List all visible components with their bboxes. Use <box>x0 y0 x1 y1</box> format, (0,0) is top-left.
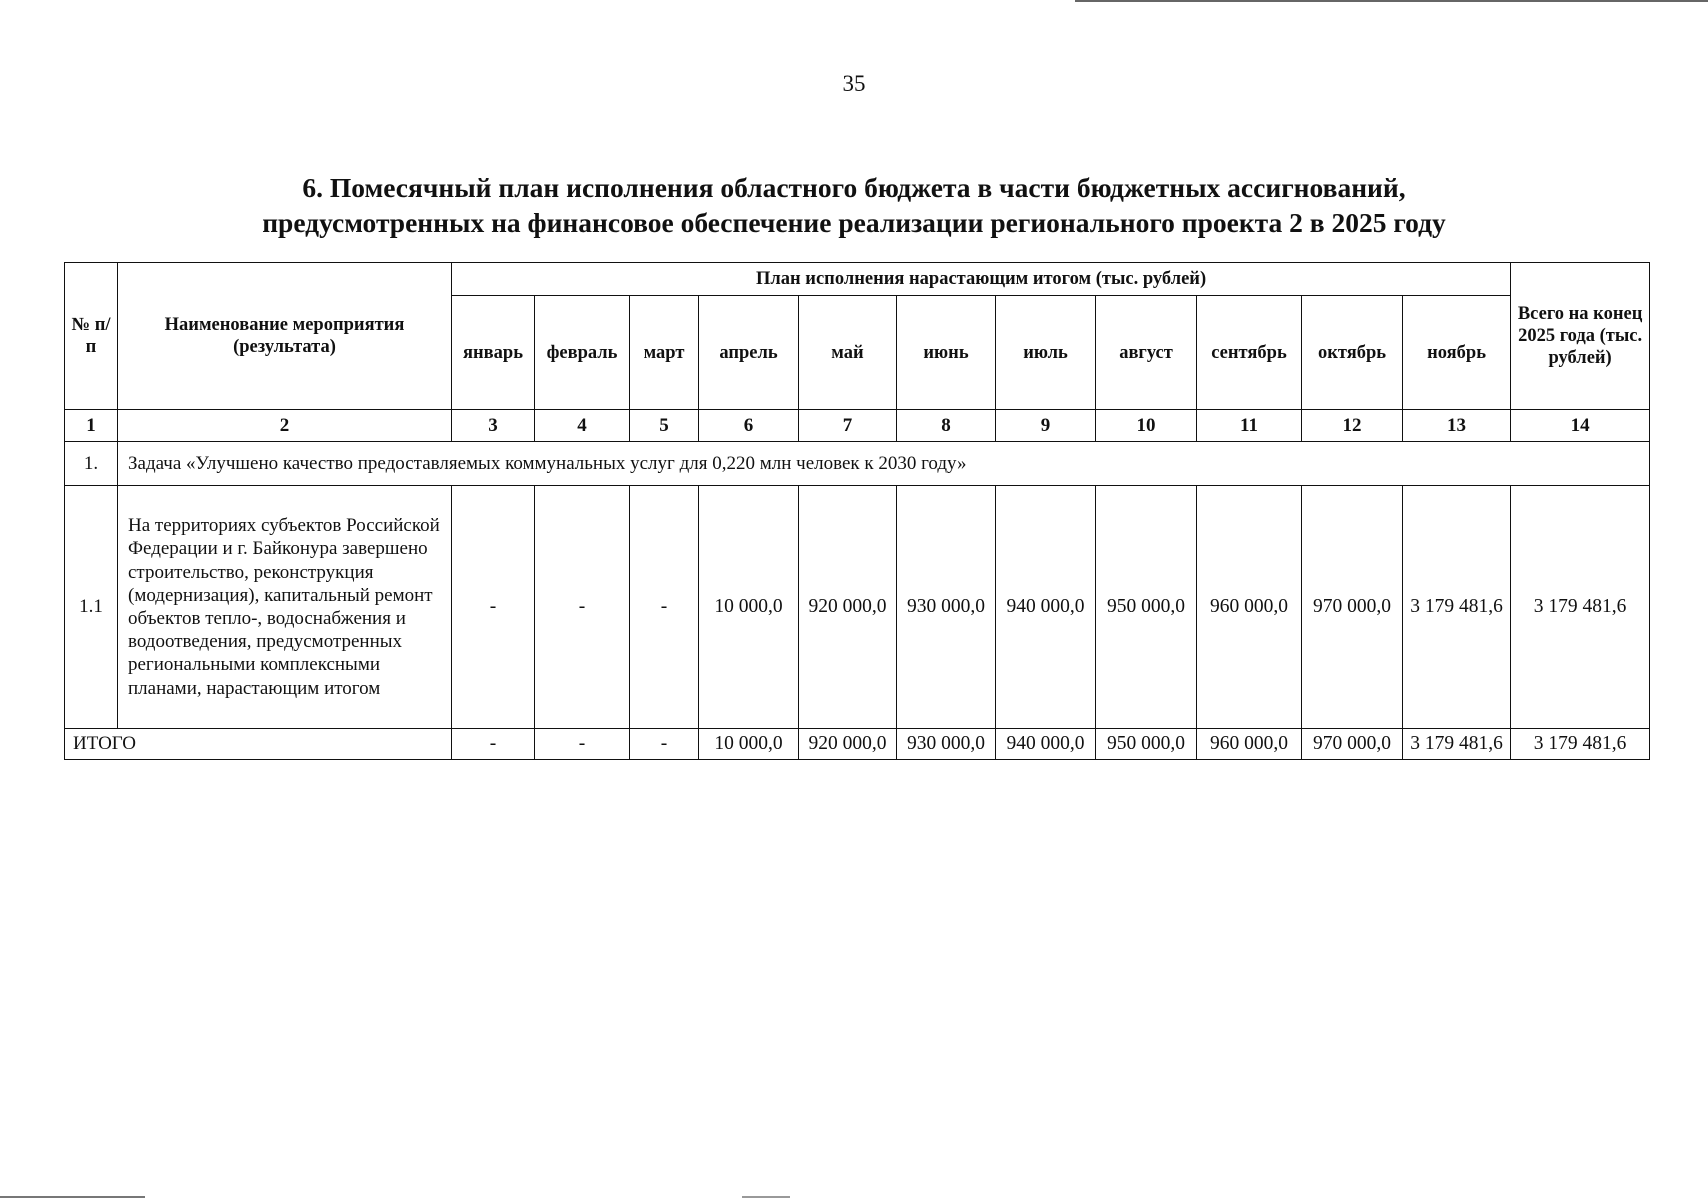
grand-total-value: 950 000,0 <box>1096 729 1197 760</box>
grand-total-value: 960 000,0 <box>1197 729 1302 760</box>
grand-total-value: - <box>452 729 535 760</box>
budget-plan-table <box>64 262 1650 760</box>
grand-total-value: - <box>630 729 699 760</box>
item-value: 10 000,0 <box>699 486 799 729</box>
grand-total-value: 940 000,0 <box>996 729 1096 760</box>
header-month: октябрь <box>1302 296 1403 410</box>
item-row <box>65 486 1650 729</box>
column-number: 1 <box>65 410 118 442</box>
header-month: январь <box>452 296 535 410</box>
column-number: 10 <box>1096 410 1197 442</box>
column-number: 13 <box>1403 410 1511 442</box>
header-month: ноябрь <box>1403 296 1511 410</box>
task-row <box>65 442 1650 486</box>
item-value: 960 000,0 <box>1197 486 1302 729</box>
task-num: 1. <box>65 442 118 486</box>
header-name: Наименование мероприятия (результата) <box>118 263 452 410</box>
grand-total-value: - <box>535 729 630 760</box>
header-month: июль <box>996 296 1096 410</box>
grand-total-label: ИТОГО <box>65 729 452 760</box>
header-num: № п/п <box>65 263 118 410</box>
top-edge-line <box>1075 0 1708 2</box>
header-plan-group: План исполнения нарастающим итогом (тыс. рублей) <box>452 263 1511 296</box>
column-number: 2 <box>118 410 452 442</box>
bottom-edge-line <box>0 1196 145 1198</box>
item-value: 950 000,0 <box>1096 486 1197 729</box>
grand-total-value: 930 000,0 <box>897 729 996 760</box>
grand-total-row <box>65 729 1650 760</box>
column-number: 11 <box>1197 410 1302 442</box>
page-number: 35 <box>842 71 866 96</box>
header-row-1 <box>65 263 1650 296</box>
item-value: 970 000,0 <box>1302 486 1403 729</box>
item-name: На территориях субъектов Российской Федерации и г. Байконура завершено строительство, реконструкция (модернизация), капитальный ремонт объектов тепло-, водоснабжения и водоотведения, предусмотренных региональными комплексными планами, нарастающим итогом <box>118 486 452 729</box>
column-number: 6 <box>699 410 799 442</box>
item-num: 1.1 <box>65 486 118 729</box>
column-number: 12 <box>1302 410 1403 442</box>
item-value: 3 179 481,6 <box>1403 486 1511 729</box>
header-total: Всего на конец 2025 года (тыс. рублей) <box>1511 263 1650 410</box>
item-value: 920 000,0 <box>799 486 897 729</box>
item-value: - <box>452 486 535 729</box>
item-value: 930 000,0 <box>897 486 996 729</box>
header-month: февраль <box>535 296 630 410</box>
item-value: - <box>535 486 630 729</box>
header-month: сентябрь <box>1197 296 1302 410</box>
grand-total-total: 3 179 481,6 <box>1511 729 1650 760</box>
header-month: июнь <box>897 296 996 410</box>
task-text: Задача «Улучшено качество предоставляемых коммунальных услуг для 0,220 млн человек к 2030 году» <box>118 442 1650 486</box>
header-month: март <box>630 296 699 410</box>
column-number: 3 <box>452 410 535 442</box>
item-value: 940 000,0 <box>996 486 1096 729</box>
header-month: апрель <box>699 296 799 410</box>
column-number: 14 <box>1511 410 1650 442</box>
column-number: 5 <box>630 410 699 442</box>
document-title-line-2: предусмотренных на финансовое обеспечение реализации регионального проекта 2 в 2025 году <box>262 207 1446 238</box>
column-number-row <box>65 410 1650 442</box>
grand-total-value: 920 000,0 <box>799 729 897 760</box>
grand-total-value: 10 000,0 <box>699 729 799 760</box>
document-title <box>0 170 1708 240</box>
column-number: 4 <box>535 410 630 442</box>
item-value: - <box>630 486 699 729</box>
header-month: май <box>799 296 897 410</box>
column-number: 7 <box>799 410 897 442</box>
column-number: 8 <box>897 410 996 442</box>
document-title-line-1: 6. Помесячный план исполнения областного бюджета в части бюджетных ассигнований, <box>302 172 1406 203</box>
bottom-edge-mark <box>742 1196 790 1198</box>
header-month: август <box>1096 296 1197 410</box>
grand-total-value: 970 000,0 <box>1302 729 1403 760</box>
item-total: 3 179 481,6 <box>1511 486 1650 729</box>
column-number: 9 <box>996 410 1096 442</box>
grand-total-value: 3 179 481,6 <box>1403 729 1511 760</box>
